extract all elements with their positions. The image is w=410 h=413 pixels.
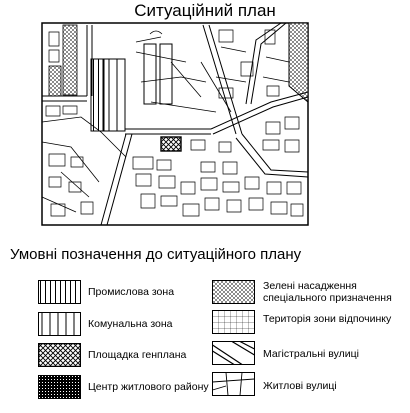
genplan-site-swatch-icon: [38, 343, 81, 367]
recreation-zone-swatch-icon: [212, 310, 255, 334]
main-streets-swatch-icon: [212, 341, 255, 365]
legend-label-recreation-zone: Територія зони відпочинку: [263, 313, 392, 325]
green-zone-swatch-icon: [212, 280, 255, 304]
legend-title: Умовні позначення до ситуаційного плану: [10, 246, 302, 263]
residential-streets-swatch-icon: [212, 372, 255, 396]
legend-label-communal-zone: Комунальна зона: [88, 318, 173, 330]
legend-label-genplan-site: Площадка генплана: [88, 349, 187, 361]
legend-label-residential-streets: Житлові вулиці: [263, 380, 337, 392]
situation-plan-map: [41, 22, 309, 226]
industrial-zone-swatch-icon: [38, 280, 81, 304]
communal-zone-swatch-icon: [38, 312, 81, 336]
legend-label-green-zone: Зелені насадження спеціального призначення: [263, 280, 392, 304]
legend-label-industrial-zone: Промислова зона: [88, 286, 175, 298]
legend-label-main-streets: Магістральні вулиці: [263, 348, 359, 360]
legend-label-district-center: Центр житлового району: [88, 381, 209, 393]
district-center-swatch-icon: [38, 375, 81, 399]
map-title: Ситуаційний план: [134, 1, 276, 20]
